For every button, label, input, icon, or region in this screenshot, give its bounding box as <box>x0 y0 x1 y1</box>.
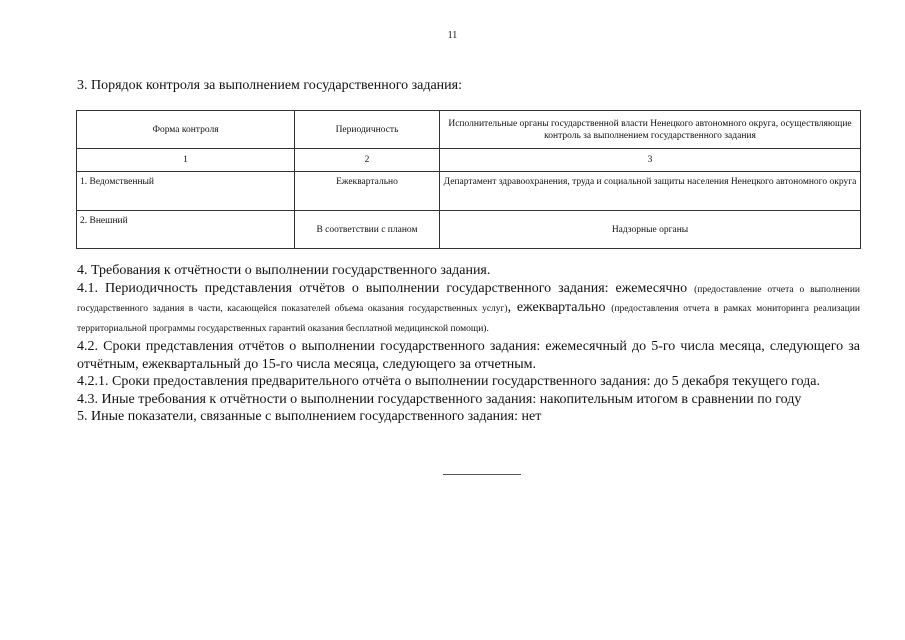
table-header-row <box>77 111 861 149</box>
footer-divider <box>443 474 521 475</box>
paragraph-4-1-main: 4.1. Периодичность представления отчётов о выполнении государственного задания: ежемесячно <box>77 280 688 296</box>
paragraph-4-1-quarterly: , ежеквартально <box>507 300 606 315</box>
table-column-numbers-row <box>77 149 861 172</box>
row-1-periodicity: Ежеквартально <box>295 172 440 211</box>
section-5-text: 5. Иные показатели, связанные с выполнением государственного задания: нет <box>77 409 542 424</box>
paragraph-4-1-monthly-note: (предоставление отчета о выполнении государственного задания в части, касающейся показателей объема оказания государственных услуг) <box>77 284 860 314</box>
paragraph-4-1-quarterly-note: (предоставления отчета в рамках мониторинга реализации территориальной программы государственных гарантий оказания бесплатной медицинской помощи). <box>77 304 860 334</box>
header-control-form: Форма контроля <box>77 111 295 149</box>
column-number-1: 1 <box>77 149 295 172</box>
row-1-control-form: 1. Ведомственный <box>77 172 295 211</box>
column-number-2: 2 <box>295 149 440 172</box>
table-row <box>77 211 861 249</box>
paragraph-4-1 <box>77 280 860 339</box>
paragraph-4-3: 4.3. Иные требования к отчётности о выполнении государственного задания: накопительным итогом в сравнении по году <box>77 391 802 407</box>
row-2-control-body: Надзорные органы <box>440 211 861 249</box>
row-2-periodicity: В соответствии с планом <box>295 211 440 249</box>
page-number: 11 <box>447 30 458 41</box>
header-periodicity: Периодичность <box>295 111 440 149</box>
row-1-control-body: Департамент здравоохранения, труда и социальной защиты населения Ненецкого автономного округа <box>440 172 861 211</box>
paragraph-4-2-1: 4.2.1. Сроки предоставления предварительного отчёта о выполнении государственного задания: до 5 декабря текущего года. <box>77 374 820 389</box>
column-number-3: 3 <box>440 149 861 172</box>
paragraph-4-2: 4.2. Сроки представления отчётов о выполнении государственного задания: ежемесячный до 5-го числа месяца, следующего за отчётным, ежеквартальный до 15-го числа месяца, следующего за отчетным. <box>77 339 860 372</box>
row-2-control-form: 2. Внешний <box>77 211 295 249</box>
table-row <box>77 172 861 211</box>
section-4-heading: 4. Требования к отчётности о выполнении государственного задания. <box>77 263 491 278</box>
section-3-heading: 3. Порядок контроля за выполнением государственного задания: <box>77 78 462 93</box>
header-control-bodies: Исполнительные органы государственной власти Ненецкого автономного округа, осуществляющие контроль за выполнением государственного задания <box>440 111 861 149</box>
reporting-requirements <box>77 262 860 426</box>
control-table <box>76 110 861 249</box>
